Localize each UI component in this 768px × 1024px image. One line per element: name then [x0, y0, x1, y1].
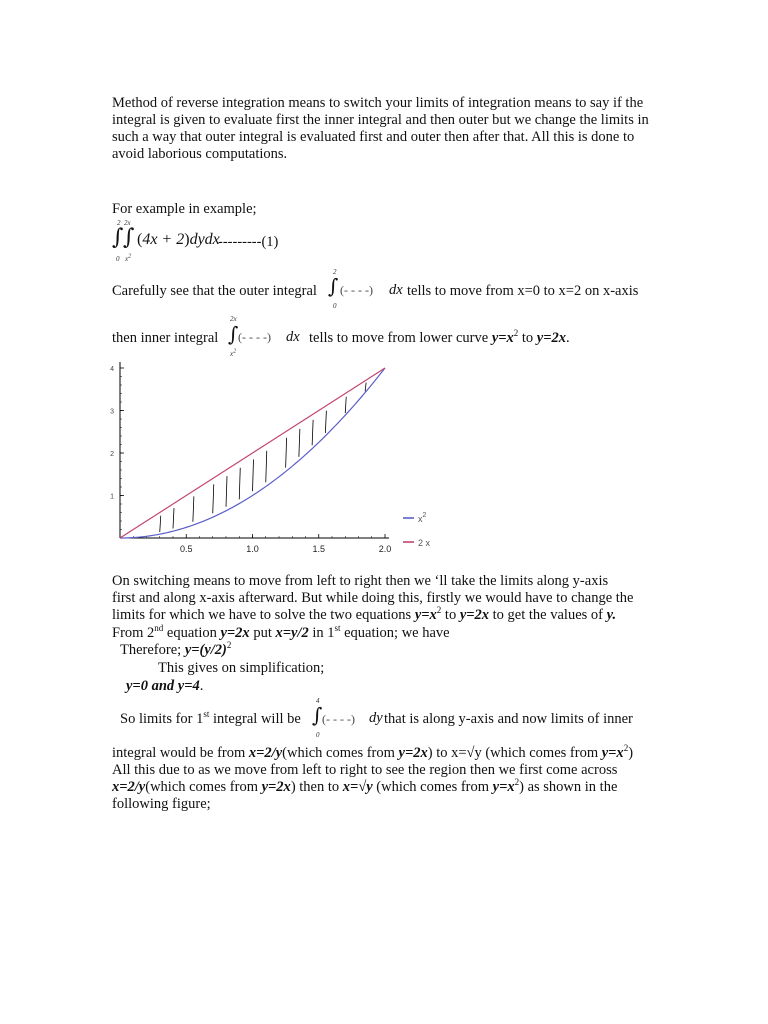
hatch-mark	[213, 484, 214, 513]
integral-sign-outer: ∫	[112, 225, 124, 250]
inner-lower-limit: $x^2$	[125, 253, 132, 263]
hatch-mark	[193, 496, 194, 521]
example-intro: For example in example;	[112, 201, 257, 217]
legend-label: $x^2$	[418, 512, 427, 524]
hatch-mark	[345, 397, 346, 413]
hatch-mark	[160, 516, 161, 532]
outer-upper-limit: 2	[117, 219, 121, 227]
y-tick-label: 4	[110, 366, 114, 373]
hatch-mark	[253, 459, 254, 491]
region-plot	[100, 358, 450, 558]
outer-lower-limit: 0	[116, 255, 120, 263]
integrand: (4x + 2)dydx	[137, 231, 220, 248]
legend-label: 2 x	[418, 538, 431, 548]
hatch-mark	[226, 476, 227, 507]
integral-sign: ∫	[312, 703, 323, 727]
hatch-mark	[239, 468, 240, 500]
hatch-mark	[325, 411, 326, 433]
y-tick-label: 2	[110, 451, 114, 458]
x-tick-label: 1.0	[246, 544, 259, 554]
hatch-mark	[173, 508, 174, 528]
hatch-mark	[286, 438, 287, 468]
integral-sign: ∫	[228, 322, 239, 346]
hatch-mark	[299, 429, 300, 457]
intro-paragraph: Method of reverse integration means to switch your limits of integration means to say if the integral is given to evaluate first the inner integral and then outer but we change the limits in such a way that outer integral is evaluated first and outer then after that. All this is done to avoid laborious computations.	[112, 95, 649, 162]
hatch-mark	[312, 420, 313, 445]
equation-tag: ---------(1)	[218, 234, 279, 250]
y-tick-label: 1	[110, 493, 114, 501]
hatch-mark	[365, 383, 366, 392]
integral-sign-inner: ∫	[123, 225, 135, 250]
hatch-mark	[266, 451, 267, 483]
series-line	[120, 368, 385, 538]
x-tick-label: 0.5	[179, 544, 193, 554]
x-tick-label: 1.5	[312, 544, 326, 554]
x-tick-label: 2.0	[378, 544, 392, 554]
inner-upper-limit: 2x	[124, 219, 131, 227]
integral-sign: ∫	[328, 274, 339, 298]
y-tick-label: 3	[110, 408, 114, 416]
